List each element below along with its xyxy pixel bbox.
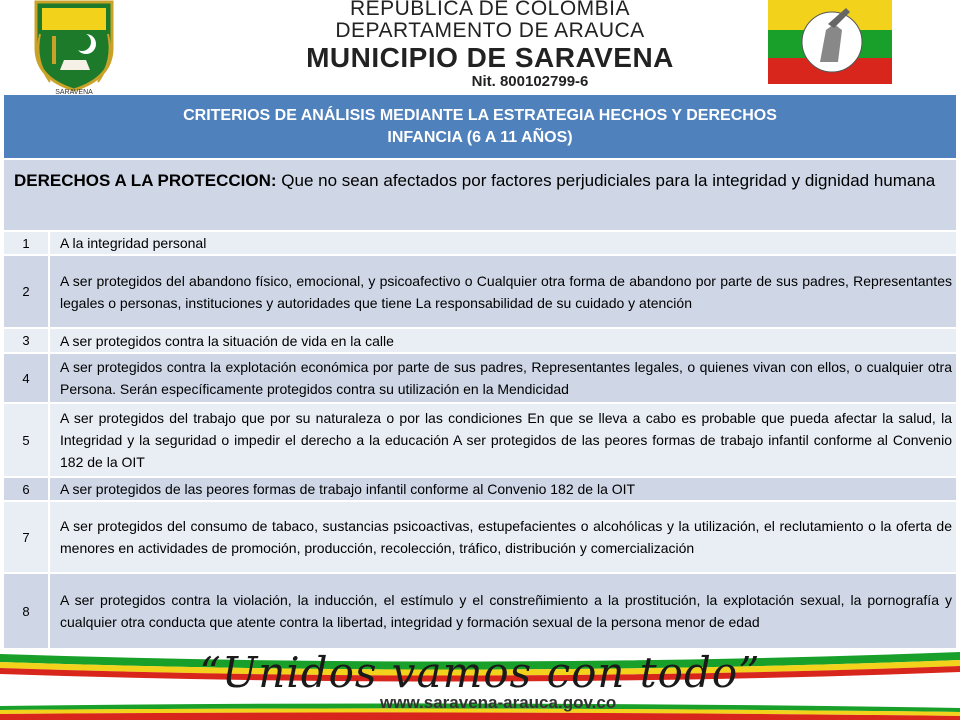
rights-table bbox=[4, 95, 956, 650]
row-text: A ser protegidos de las peores formas de trabajo infantil conforme al Convenio 182 de la OIT bbox=[60, 481, 636, 497]
table-row bbox=[4, 478, 956, 502]
row-number: 2 bbox=[4, 256, 50, 327]
row-text: A ser protegidos contra la violación, la inducción, el estímulo y el constreñimiento a la prostitución, la explotación sexual, la pornografía y cualquier otra conducta que atente contra la libertad, integridad y formación sexual de la persona menor de edad bbox=[60, 592, 952, 630]
saravena-flag-logo bbox=[768, 0, 892, 84]
section-heading bbox=[4, 160, 956, 232]
row-text: A ser protegidos del trabajo que por su naturaleza o por las condiciones En que se lleva a cabo es probable que pueda afectar la salud, la Integridad y la seguridad o impedir el derecho a la educación A ser protegidos de las peores formas de trabajo infantil conforme al Convenio 182 de la OIT bbox=[60, 410, 952, 470]
table-row bbox=[4, 329, 956, 354]
document-header bbox=[0, 0, 960, 95]
svg-text:SARAVENA: SARAVENA bbox=[55, 89, 93, 95]
footer-website: www.saravena-arauca.gov.co bbox=[380, 693, 617, 712]
saravena-shield-logo bbox=[30, 0, 118, 95]
row-text: A ser protegidos del abandono físico, emocional, y psicoafectivo o Cualquier otra forma de abandono por parte de sus padres, Representantes legales o personas, instituciones y autoridades que tiene La responsabilidad de su cuidado y atención bbox=[60, 272, 952, 311]
row-text: A la integridad personal bbox=[60, 235, 207, 251]
row-number: 3 bbox=[4, 329, 50, 352]
table-row bbox=[4, 574, 956, 650]
municipality-heading bbox=[290, 0, 690, 91]
table-row bbox=[4, 232, 956, 256]
row-number: 1 bbox=[4, 232, 50, 254]
municipality-name: MUNICIPIO DE SARAVENA bbox=[306, 42, 674, 73]
footer-slogan: “Unidos vamos con todo” bbox=[199, 648, 761, 697]
table-row bbox=[4, 502, 956, 574]
row-number: 5 bbox=[4, 404, 50, 476]
row-number: 7 bbox=[4, 502, 50, 572]
table-title bbox=[4, 95, 956, 160]
section-label: DERECHOS A LA PROTECCION: bbox=[14, 171, 277, 190]
row-text: A ser protegidos del consumo de tabaco, sustancias psicoactivas, estupefacientes o alcohólicas y la utilización, el reclutamiento o la oferta de menores en actividades de promoción, producción, recolección, tráfico, distribución y comercialización bbox=[60, 518, 952, 556]
row-number: 6 bbox=[4, 478, 50, 500]
table-title-line1: CRITERIOS DE ANÁLISIS MEDIANTE LA ESTRATEGIA HECHOS Y DERECHOS bbox=[183, 107, 777, 124]
department-name: DEPARTAMENTO DE ARAUCA bbox=[335, 19, 645, 42]
table-title-line2: INFANCIA (6 A 11 AÑOS) bbox=[387, 129, 573, 146]
table-row bbox=[4, 404, 956, 478]
row-text: A ser protegidos contra la explotación económica por parte de sus padres, Representantes legales, o quienes vivan con ellos, o cualquier otra Persona. Serán específicamente protegidos contra su utilización en la Mendicidad bbox=[60, 359, 952, 397]
table-row bbox=[4, 354, 956, 404]
row-number: 8 bbox=[4, 574, 50, 648]
table-row bbox=[4, 256, 956, 329]
nit-number: Nit. 800102799-6 bbox=[471, 73, 589, 90]
country-name: REPUBLICA DE COLOMBIA bbox=[349, 0, 631, 20]
row-number: 4 bbox=[4, 354, 50, 402]
document-footer bbox=[0, 648, 960, 720]
row-text: A ser protegidos contra la situación de vida en la calle bbox=[60, 332, 394, 349]
section-description: Que no sean afectados por factores perjudiciales para la integridad y dignidad humana bbox=[276, 171, 936, 190]
